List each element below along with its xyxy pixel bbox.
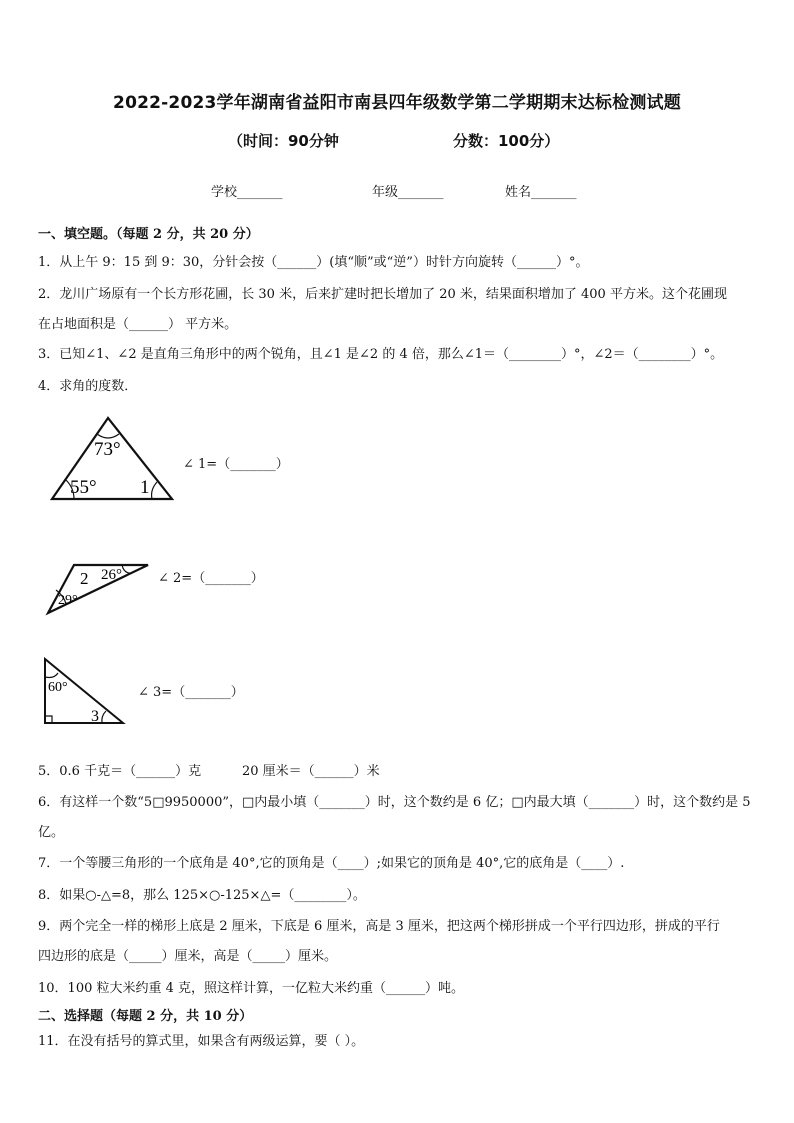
triangle-figure-2	[44, 560, 156, 618]
question-5-part-1: 5．0.6 千克＝（______）克	[38, 764, 202, 779]
grade-field: 年级_______	[372, 185, 444, 200]
question-9-line-2: 四边形的底是（_____）厘米，高是（_____）厘米。	[38, 949, 338, 964]
angle-label-2: 2	[80, 569, 89, 588]
question-6-line-2: 亿。	[38, 825, 65, 840]
angle-label-1: 1	[140, 477, 150, 498]
angle-label-29: 29°	[58, 593, 78, 608]
question-6-line-1: 6．有这样一个数“5□9950000”，□内最小填（_______）时，这个数约是 6 亿；□内最大填（_______）时，这个数约是 5	[38, 795, 751, 810]
angle-label-60: 60°	[48, 680, 68, 695]
angle-label-73: 73°	[94, 439, 121, 460]
angle-label-55: 55°	[70, 477, 97, 498]
angle-arc-top	[97, 434, 119, 438]
question-7: 7．一个等腰三角形的一个底角是 40°,它的顶角是（____）;如果它的顶角是 40°,它的底角是（____）.	[38, 856, 625, 871]
question-9-line-1: 9．两个完全一样的梯形上底是 2 厘米，下底是 6 厘米，高是 3 厘米，把这两个梯形拼成一个平行四边形，拼成的平行	[38, 919, 720, 934]
triangle-figure-1	[44, 412, 180, 504]
question-11: 11．在没有括号的算式里，如果含有两级运算，要（ ）。	[38, 1034, 365, 1049]
exam-time: （时间：90分钟	[228, 132, 339, 150]
section-heading-multiple-choice: 二、选择题（每题 2 分，共 10 分）	[38, 1009, 253, 1024]
question-4: 4．求角的度数．	[38, 379, 138, 394]
section-heading-fill-blank: 一、填空题。（每题 2 分，共 20 分）	[38, 227, 259, 242]
angle-arc-26	[122, 565, 132, 573]
angle-arc-3	[102, 711, 106, 723]
question-10: 10．100 粒大米约重 4 克，照这样计算，一亿粒大米约重（______）吨。	[38, 981, 465, 996]
school-field: 学校_______	[211, 185, 283, 200]
angle-label-3: 3	[91, 708, 99, 725]
question-3: 3．已知∠1、∠2 是直角三角形中的两个锐角，且∠1 是∠2 的 4 倍，那么∠1＝（________）°，∠2＝（________）°。	[38, 347, 724, 362]
page-title: 2022-2023学年湖南省益阳市南县四年级数学第二学期期末达标检测试题	[113, 93, 681, 113]
triangle-figure-3	[40, 655, 130, 729]
right-angle-mark	[45, 716, 52, 723]
angle-3-answer: ∠ 3=（_______）	[138, 685, 244, 700]
angle-arc-right	[152, 482, 157, 499]
angle-label-26: 26°	[101, 567, 122, 583]
question-1: 1．从上午 9：15 到 9：30，分针会按（______）(填“顺”或“逆”）时针方向旋转（______）°。	[38, 255, 589, 270]
question-2-line-2: 在占地面积是（______） 平方米。	[38, 317, 238, 332]
name-field: 姓名_______	[505, 185, 577, 200]
question-5-part-2: 20 厘米＝（______）米	[242, 764, 380, 779]
question-2-line-1: 2．龙川广场原有一个长方形花圃，长 30 米，后来扩建时把长增加了 20 米，结果面积增加了 400 平方米。这个花圃现	[38, 287, 727, 302]
exam-score: 分数：100分）	[453, 132, 560, 150]
angle-2-answer: ∠ 2=（_______）	[158, 571, 264, 586]
angle-1-answer: ∠ 1=（_______）	[183, 457, 289, 472]
question-8: 8．如果○-△=8，那么 125×○-125×△=（________）。	[38, 888, 366, 903]
angle-arc-60	[45, 673, 58, 678]
